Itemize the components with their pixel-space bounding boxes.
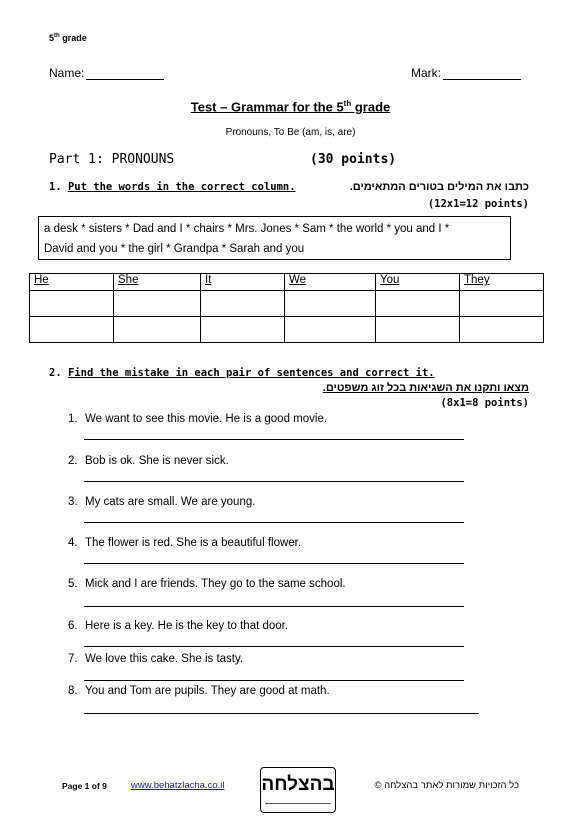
list-item: 2. Bob is ok. She is never sick. xyxy=(68,455,229,467)
answer-line[interactable] xyxy=(84,439,464,440)
answer-cell[interactable] xyxy=(201,291,285,317)
answer-cell[interactable] xyxy=(376,291,460,317)
behatzlacha-logo xyxy=(260,767,336,813)
q2-instruction: 2. Find the mistake in each pair of sentences and correct it. xyxy=(49,367,435,379)
answer-cell[interactable] xyxy=(460,291,544,317)
mark-input-line[interactable] xyxy=(443,67,521,80)
grade-header: 5th grade xyxy=(49,33,87,43)
name-label: Name: xyxy=(49,66,85,80)
copyright-text: כל הזכויות שמורות לאתר בהצלחה © xyxy=(374,780,519,791)
page-subtitle: Pronouns, To Be (am, is, are) xyxy=(225,127,356,138)
answer-cell[interactable] xyxy=(114,291,201,317)
column-he: He xyxy=(30,274,114,291)
name-input-line[interactable] xyxy=(86,67,164,80)
answer-line[interactable] xyxy=(84,646,464,647)
word-bank-line-1: a desk * sisters * Dad and I * chairs * Mrs. Jones * Sam * the world * you and I * xyxy=(44,223,450,235)
answer-line[interactable] xyxy=(84,563,464,564)
q1-hebrew-instruction: כתבו את המילים בטורים המתאימים. xyxy=(349,181,529,193)
answer-cell[interactable] xyxy=(30,291,114,317)
table-header-row xyxy=(30,274,544,291)
answer-cell[interactable] xyxy=(285,291,376,317)
column-you: You xyxy=(376,274,460,291)
mark-field[interactable] xyxy=(411,66,521,80)
q2-points: (8x1=8 points) xyxy=(440,397,529,409)
answer-line[interactable] xyxy=(84,522,464,523)
table-row xyxy=(30,291,544,317)
list-item: 1. We want to see this movie. He is a good movie. xyxy=(68,413,328,425)
list-item: 6. Here is a key. He is the key to that door. xyxy=(68,620,289,632)
part1-heading: Part 1: PRONOUNS xyxy=(49,152,175,167)
list-item: 4. The flower is red. She is a beautiful flower. xyxy=(68,537,302,549)
list-item: 3. My cats are small. We are young. xyxy=(68,496,256,508)
answer-cell[interactable] xyxy=(30,317,114,343)
answer-cell[interactable] xyxy=(285,317,376,343)
word-bank-line-2: David and you * the girl * Grandpa * Sarah and you xyxy=(44,243,305,255)
answer-line[interactable] xyxy=(84,680,464,681)
column-they: They xyxy=(460,274,544,291)
website-link[interactable]: www.behatzlacha.co.il xyxy=(131,780,225,791)
column-we: We xyxy=(285,274,376,291)
answer-line[interactable] xyxy=(84,606,464,607)
column-it: It xyxy=(201,274,285,291)
word-bank xyxy=(38,216,511,260)
answer-cell[interactable] xyxy=(460,317,544,343)
answer-cell[interactable] xyxy=(201,317,285,343)
answer-line[interactable] xyxy=(84,713,479,714)
page-number: Page 1 of 9 xyxy=(62,781,107,791)
answer-cell[interactable] xyxy=(114,317,201,343)
column-she: She xyxy=(114,274,201,291)
list-item: 7. We love this cake. She is tasty. xyxy=(68,653,244,665)
page-title: Test – Grammar for the 5th grade xyxy=(190,99,391,115)
q1-points: (12x1=12 points) xyxy=(427,198,529,210)
answer-cell[interactable] xyxy=(376,317,460,343)
answer-line[interactable] xyxy=(84,481,464,482)
logo-underline xyxy=(265,803,331,807)
table-row xyxy=(30,317,544,343)
q2-hebrew-instruction: מצאו ותקנו את השגיאות בכל זוג משפטים. xyxy=(322,382,529,394)
q1-instruction: 1. Put the words in the correct column. xyxy=(49,181,296,193)
logo-text: בהצלחה xyxy=(261,774,335,795)
name-field[interactable] xyxy=(49,66,164,80)
pronoun-columns-table xyxy=(29,273,544,343)
list-item: 8. You and Tom are pupils. They are good at math. xyxy=(68,685,330,697)
list-item: 5. Mick and I are friends. They go to the same school. xyxy=(68,578,346,590)
mark-label: Mark: xyxy=(411,66,441,80)
part1-points: (30 points) xyxy=(310,152,397,167)
